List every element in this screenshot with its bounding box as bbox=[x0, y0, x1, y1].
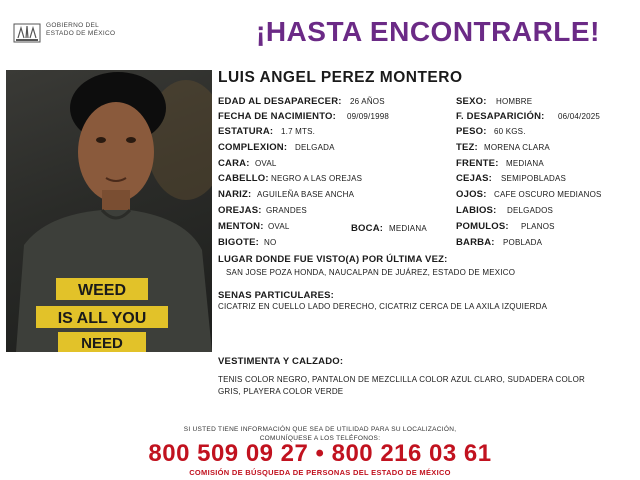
peso-label: PESO: bbox=[456, 126, 487, 137]
last-seen-label: LUGAR DONDE FUE VISTO(A) POR ÚLTIMA VEZ: bbox=[218, 254, 448, 265]
labios-value: DELGADOS bbox=[507, 206, 554, 215]
orejas-label: OREJAS: bbox=[218, 205, 262, 216]
bigote-value: NO bbox=[264, 238, 277, 247]
cara-label: CARA: bbox=[218, 158, 250, 169]
shirt-text-3: NEED bbox=[81, 335, 123, 352]
labios-label: LABIOS: bbox=[456, 205, 497, 216]
tez-value: MORENA CLARA bbox=[484, 143, 550, 152]
tez-label: TEZ: bbox=[456, 142, 478, 153]
bigote-label: BIGOTE: bbox=[218, 237, 259, 248]
person-name: LUIS ANGEL PEREZ MONTERO bbox=[218, 69, 463, 86]
boca-label: BOCA: bbox=[351, 223, 384, 234]
cejas-label: CEJAS: bbox=[456, 173, 493, 184]
barba-value: POBLADA bbox=[503, 238, 543, 247]
marks-value: CICATRIZ EN CUELLO LADO DERECHO, CICATRIZ CERCA DE LA AXILA IZQUIERDA bbox=[218, 302, 548, 311]
menton-label: MENTON: bbox=[218, 221, 264, 232]
last-seen-value: SAN JOSE POZA HONDA, NAUCALPAN DE JUÁREZ, ESTADO DE MEXICO bbox=[226, 268, 516, 277]
clothing-label: VESTIMENTA Y CALZADO: bbox=[218, 356, 344, 367]
cabello-label: CABELLO: bbox=[218, 173, 269, 184]
cejas-value: SEMIPOBLADAS bbox=[501, 174, 567, 183]
cabello-value: NEGRO A LAS OREJAS bbox=[271, 174, 363, 183]
footer-note-line-2: COMUNÍQUESE A LOS TELÉFONOS: bbox=[259, 435, 381, 442]
ojos-label: OJOS: bbox=[456, 189, 487, 200]
marks-label: SENAS PARTICULARES: bbox=[218, 290, 335, 301]
barba-label: BARBA: bbox=[456, 237, 495, 248]
commission-name: COMISIÓN DE BÚSQUEDA DE PERSONAS DEL ESTADO DE MÉXICO bbox=[189, 468, 451, 477]
fecha-desaparicion-value: 06/04/2025 bbox=[558, 112, 601, 121]
contact-phones: 800 509 09 27 • 800 216 03 61 bbox=[148, 440, 492, 467]
sexo-value: HOMBRE bbox=[496, 97, 533, 106]
missing-person-photo bbox=[6, 70, 212, 352]
estatura-value: 1.7 MTS. bbox=[281, 127, 316, 136]
footer-note-line-1: SI USTED TIENE INFORMACIÓN QUE SEA DE UTILIDAD PARA SU LOCALIZACIÓN, bbox=[183, 426, 457, 433]
menton-value: OVAL bbox=[268, 222, 290, 231]
fecha-nacimiento-value: 09/09/1998 bbox=[347, 112, 390, 121]
sexo-label: SEXO: bbox=[456, 96, 487, 107]
edad-value: 26 AÑOS bbox=[350, 97, 385, 106]
complexion-value: DELGADA bbox=[295, 143, 335, 152]
headline: ¡HASTA ENCONTRARLE! bbox=[256, 16, 600, 47]
government-name bbox=[46, 22, 115, 38]
gov-line-1: GOBIERNO DEL bbox=[46, 22, 100, 29]
peso-value: 60 KGS. bbox=[494, 127, 526, 136]
gov-line-2: ESTADO DE MÉXICO bbox=[46, 30, 116, 37]
edad-label: EDAD AL DESAPARECER: bbox=[218, 96, 342, 107]
estatura-label: ESTATURA: bbox=[218, 126, 274, 137]
shirt-text-2: IS ALL YOU bbox=[57, 310, 147, 327]
boca-value: MEDIANA bbox=[389, 224, 427, 233]
ojos-value: CAFE OSCURO MEDIANOS bbox=[494, 190, 602, 199]
fecha-desaparicion-label: F. DESAPARICIÓN: bbox=[456, 111, 545, 122]
frente-value: MEDIANA bbox=[506, 159, 544, 168]
frente-label: FRENTE: bbox=[456, 158, 499, 169]
clothing-value: TENIS COLOR NEGRO, PANTALON DE MEZCLILLA COLOR AZUL CLARO, SUDADERA COLOR GRIS, PLAYERA COLOR VERDE bbox=[218, 375, 585, 396]
nariz-value: AGUILEÑA BASE ANCHA bbox=[257, 190, 355, 199]
fecha-nacimiento-label: FECHA DE NACIMIENTO: bbox=[218, 111, 336, 122]
nariz-label: NARIZ: bbox=[218, 189, 252, 200]
pomulos-label: POMULOS: bbox=[456, 221, 509, 232]
shirt-text-1: WEED bbox=[78, 282, 126, 299]
government-logo-icon bbox=[12, 20, 42, 46]
orejas-value: GRANDES bbox=[266, 206, 307, 215]
cara-value: OVAL bbox=[255, 159, 277, 168]
pomulos-value: PLANOS bbox=[521, 222, 555, 231]
complexion-label: COMPLEXION: bbox=[218, 142, 288, 153]
